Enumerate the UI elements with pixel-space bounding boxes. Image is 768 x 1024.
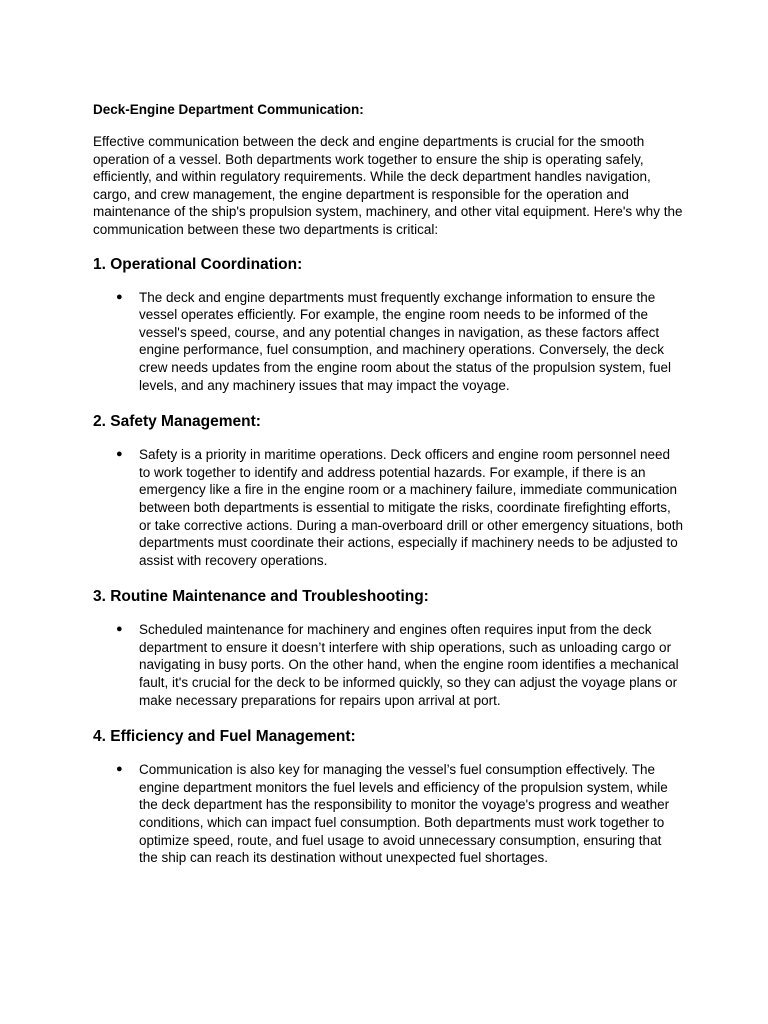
document-page (93, 101, 683, 885)
list-item (93, 446, 683, 569)
section-safety-management (93, 412, 683, 569)
bullet-text: Communication is also key for managing the vessel’s fuel consumption effectively. The engine department monitors the fuel levels and efficiency of the propulsion system, while the deck department has the responsibility to monitor the voyage's progress and weather conditions, which can impact fuel consumption. Both departments must work together to optimize speed, route, and fuel usage to avoid unnecessary consumption, ensuring that the ship can reach its destination without unexpected fuel shortages. (139, 762, 670, 866)
bullet-icon: ● (116, 290, 123, 303)
bullet-text: Scheduled maintenance for machinery and engines often requires input from the deck department to ensure it doesn’t interfere with ship operations, such as unloading cargo or navigating in busy ports. On the other hand, when the engine room identifies a mechanical fault, it's crucial for the deck to be informed quickly, so they can adjust the voyage plans or make necessary preparations for repairs upon arrival at port. (139, 622, 679, 708)
bullet-icon: ● (116, 763, 123, 776)
bullet-icon: ● (116, 448, 123, 461)
bullet-list (93, 761, 683, 867)
section-efficiency-fuel (93, 727, 683, 867)
bullet-text: Safety is a priority in maritime operations. Deck officers and engine room personnel need to work together to identify and address potential hazards. For example, if there is an emergency like a fire in the engine room or a machinery failure, immediate communication between both departments is essential to mitigate the risks, coordinate firefighting efforts, or take corrective actions. During a man-overboard drill or other emergency situations, both departments must coordinate their actions, especially if machinery needs to be adjusted to assist with recovery operations. (139, 447, 684, 568)
section-routine-maintenance (93, 587, 683, 709)
list-item (93, 761, 683, 867)
bullet-list (93, 446, 683, 569)
list-item (93, 289, 683, 395)
bullet-list (93, 621, 683, 709)
document-title: Deck-Engine Department Communication: (93, 102, 364, 117)
bullet-list (93, 289, 683, 395)
list-item (93, 621, 683, 709)
section-heading: 1. Operational Coordination: (93, 255, 303, 273)
intro-paragraph: Effective communication between the deck and engine departments is crucial for the smooth operation of a vessel. Both departments work together to ensure the ship is operating safely, efficiently, and within regulatory requirements. While the deck department handles navigation, cargo, and crew management, the engine department is responsible for the operation and maintenance of the ship's propulsion system, machinery, and other vital equipment. Here's why the communication between these two departments is critical: (93, 134, 683, 237)
section-heading: 4. Efficiency and Fuel Management: (93, 728, 356, 746)
section-heading: 2. Safety Management: (93, 413, 261, 431)
bullet-text: The deck and engine departments must frequently exchange information to ensure the vessel operates efficiently. For example, the engine room needs to be informed of the vessel's speed, course, and any potential changes in navigation, as these factors affect engine performance, fuel consumption, and machinery operations. Conversely, the deck crew needs updates from the engine room about the status of the propulsion system, fuel levels, and any machinery issues that may impact the voyage. (139, 289, 672, 393)
bullet-icon: ● (116, 623, 123, 636)
section-operational-coordination (93, 255, 683, 395)
section-heading: 3. Routine Maintenance and Troubleshooting: (93, 588, 429, 606)
